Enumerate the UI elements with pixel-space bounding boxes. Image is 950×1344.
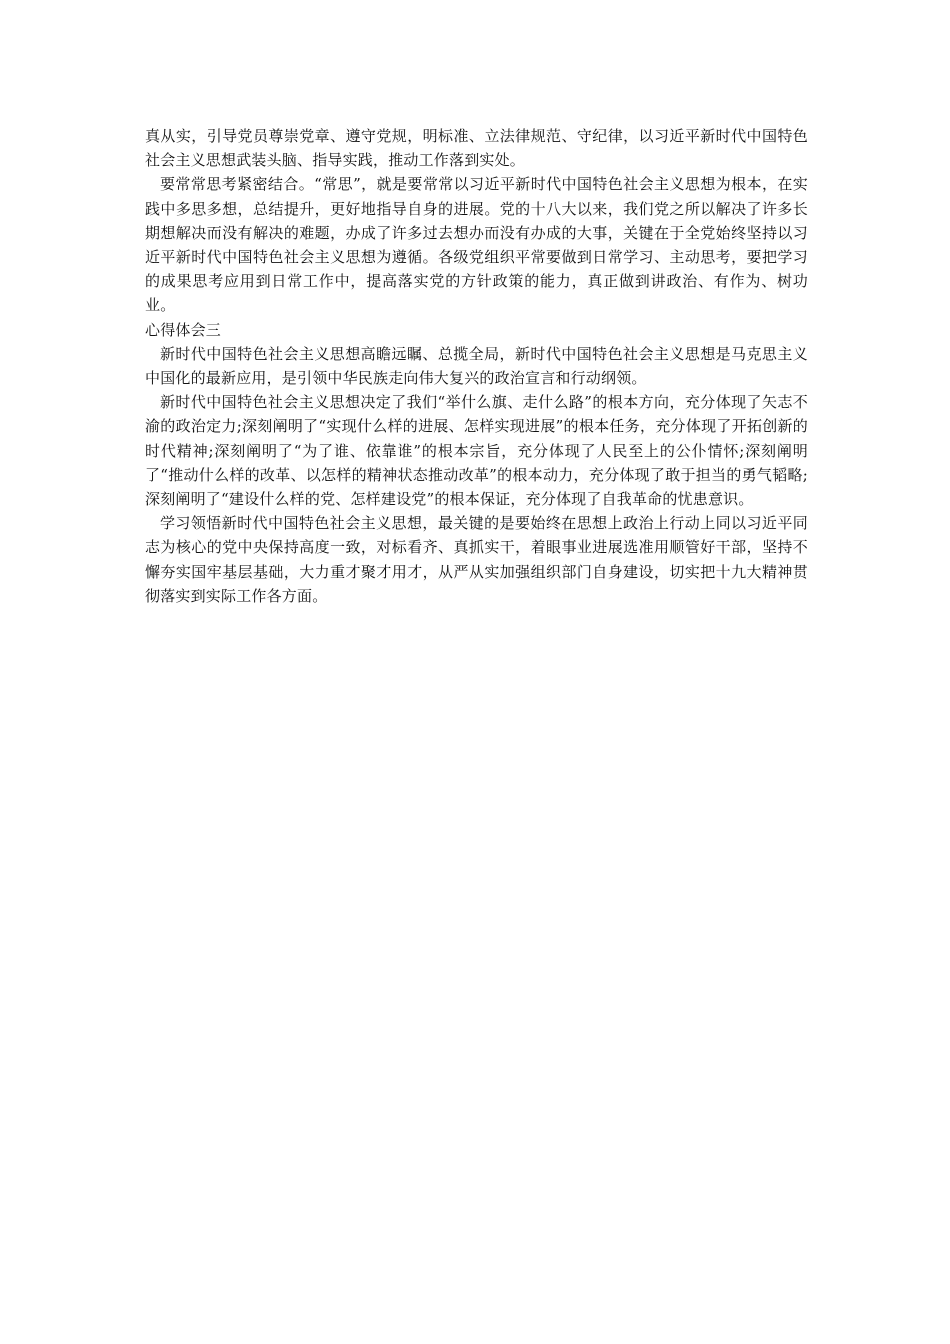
- paragraph-continuation: 真从实，引导党员尊崇党章、遵守党规，明标准、立法律规范、守纪律，以习近平新时代中国特色社会主义思想武装头脑、指导实践，推动工作落到实处。: [145, 127, 808, 170]
- paragraph-changsi: 要常常思考紧密结合。“常思”，就是要常常以习近平新时代中国特色社会主义思想为根本，在实践中多思多想，总结提升，更好地指导自身的进展。党的十八大以来，我们党之所以解决了许多长期想解决而没有解决的难题，办成了许多过去想办而没有办成的大事，关键在于全党始终坚持以习近平新时代中国特色社会主义思想为遵循。各级党组织平常要做到日常学习、主动思考，要把学习的成果思考应用到日常工作中，提高落实党的方针政策的能力，真正做到讲政治、有作为、树功业。: [145, 175, 808, 315]
- document-body: [145, 124, 808, 608]
- paragraph-overview: 新时代中国特色社会主义思想高瞻远瞩、总揽全局，新时代中国特色社会主义思想是马克思主义中国化的最新应用，是引领中华民族走向伟大复兴的政治宣言和行动纲领。: [145, 344, 808, 388]
- section-heading: 心得体会三: [145, 320, 222, 339]
- paragraph-study: 学习领悟新时代中国特色社会主义思想，最关键的是要始终在思想上政治上行动上同以习近平同志为核心的党中央保持高度一致，对标看齐、真抓实干，着眼事业进展选准用顺管好干部，坚持不懈夯实国牢基层基础，大力重才聚才用才，从严从实加强组织部门自身建设，切实把十九大精神贯彻落实到实际工作各方面。: [145, 514, 808, 605]
- paragraph-direction: 新时代中国特色社会主义思想决定了我们“举什么旗、走什么路”的根本方向，充分体现了矢志不渝的政治定力;深刻阐明了“实现什么样的进展、怎样实现进展”的根本任务，充分体现了开拓创新的时代精神;深刻阐明了“为了谁、依靠谁”的根本宗旨，充分体现了人民至上的公仆情怀;深刻阐明了“推动什么样的改革、以怎样的精神状态推动改革”的根本动力，充分体现了敢于担当的勇气韬略;深刻阐明了“建设什么样的党、怎样建设党”的根本保证，充分体现了自我革命的忧患意识。: [145, 393, 808, 509]
